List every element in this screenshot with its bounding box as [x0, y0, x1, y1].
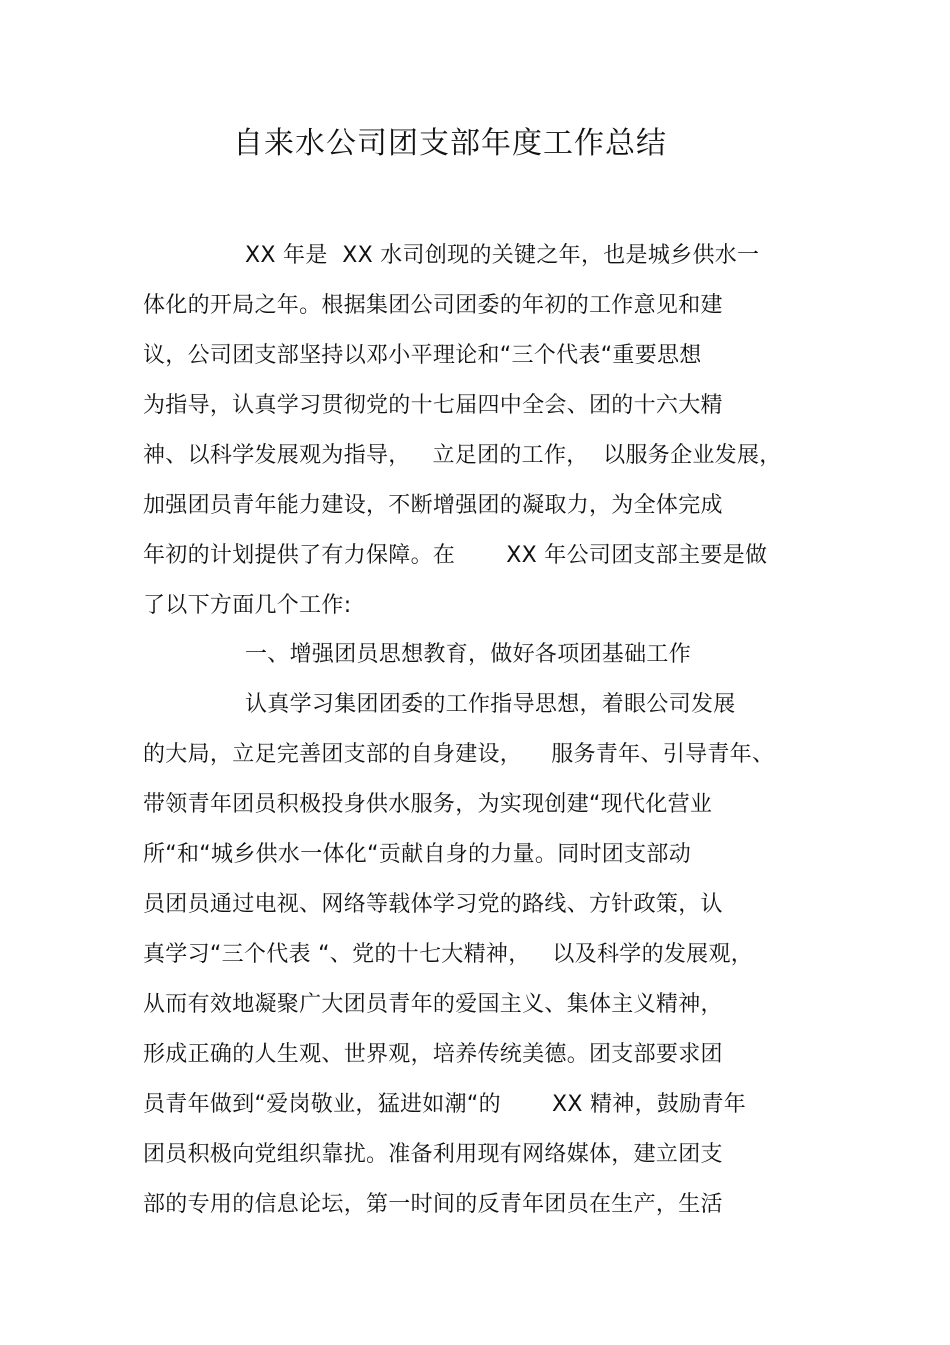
body-line: 认真学习集团团委的工作指导思想，着眼公司发展 [245, 692, 736, 717]
body-line: 员团员通过电视、网络等载体学习党的路线、方针政策，认 [143, 892, 723, 917]
body-line: 年初的计划提供了有力保障。在 XX 年公司团支部主要是做 [143, 543, 768, 568]
body-line: 部的专用的信息论坛，第一时间的反青年团员在生产，生活 [143, 1192, 723, 1217]
body-line: 带领青年团员积极投身供水服务，为实现创建“现代化营业 [143, 792, 713, 817]
body-line: 团员积极向党组织靠扰。准备利用现有网络媒体，建立团支 [143, 1142, 723, 1167]
document-title: 自来水公司团支部年度工作总结 [233, 126, 667, 161]
body-line: 神、以科学发展观为指导， 立足团的工作， 以服务企业发展， [143, 443, 782, 468]
body-line: 了以下方面几个工作: [143, 593, 352, 618]
body-line: 为指导，认真学习贯彻党的十七届四中全会、团的十六大精 [143, 393, 723, 418]
body-line: 的大局，立足完善团支部的自身建设， 服务青年、引导青年、 [143, 742, 775, 767]
body-line: XX 年是 XX 水司创现的关键之年，也是城乡供水一 [245, 243, 760, 268]
body-line: 所“和“城乡供水一体化“贡献自身的力量。同时团支部动 [143, 842, 691, 867]
body-line: 体化的开局之年。根据集团公司团委的年初的工作意见和建 [143, 293, 723, 318]
body-line: 加强团员青年能力建设，不断增强团的凝取力，为全体完成 [143, 493, 723, 518]
body-line: 从而有效地凝聚广大团员青年的爱国主义、集体主义精神， [143, 992, 723, 1017]
body-line: 议，公司团支部坚持以邓小平理论和“三个代表“重要思想 [143, 343, 702, 368]
body-line: 员青年做到“爱岗敬业，猛进如潮“的 XX 精神，鼓励青年 [143, 1092, 747, 1117]
body-line: 形成正确的人生观、世界观，培养传统美德。团支部要求团 [143, 1042, 723, 1067]
body-line: 真学习“三个代表 “、党的十七大精神， 以及科学的发展观， [143, 942, 754, 967]
section-heading: 一、增强团员思想教育，做好各项团基础工作 [245, 642, 692, 667]
